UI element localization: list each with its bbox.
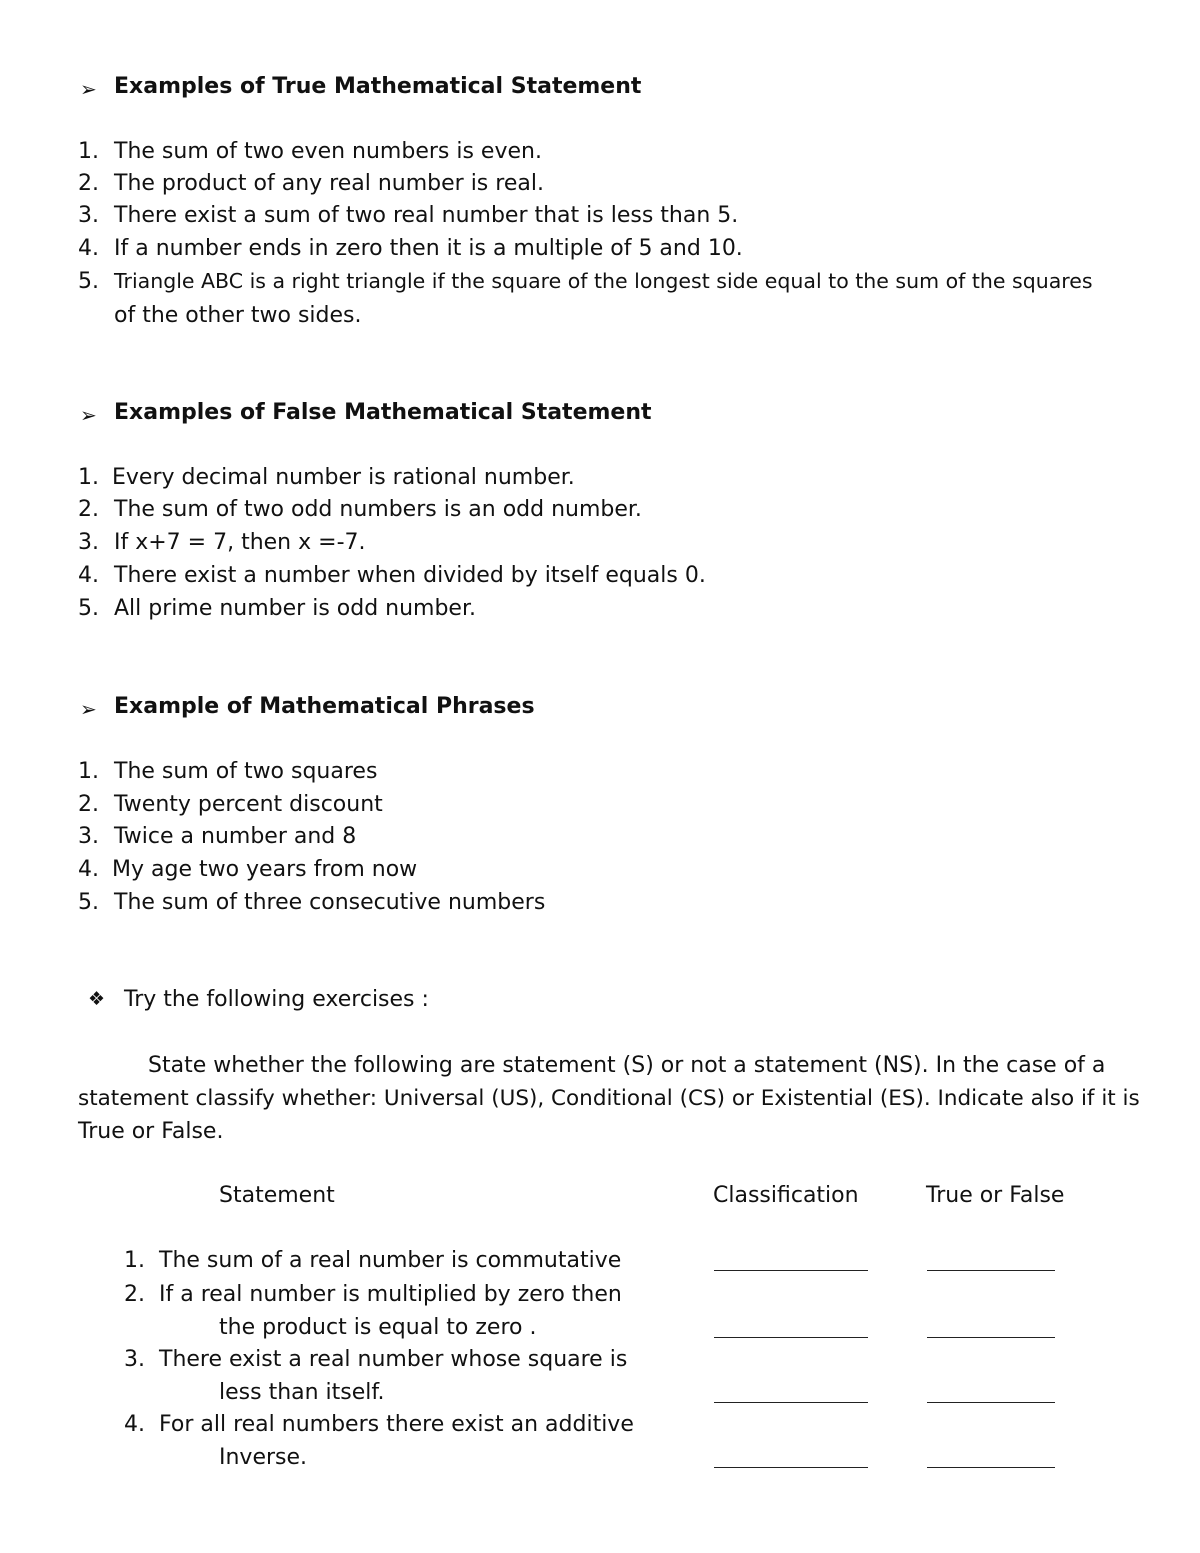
list-number: 4. — [78, 563, 99, 588]
list-number: 1. — [78, 139, 99, 164]
list-number: 4. — [78, 236, 99, 261]
exercise-number: 1. — [124, 1248, 145, 1273]
truth-blank[interactable] — [927, 1270, 1055, 1271]
list-number: 5. — [78, 269, 99, 294]
exercise-statement-continuation: the product is equal to zero . — [219, 1315, 537, 1340]
column-header-truth: True or False — [926, 1183, 1065, 1208]
list-item: Triangle ABC is a right triangle if the square of the longest side equal to the sum of the squares — [114, 269, 1093, 293]
list-item: Twice a number and 8 — [114, 824, 357, 849]
exercise-statement: For all real numbers there exist an additive — [159, 1412, 634, 1437]
list-item: My age two years from now — [112, 857, 418, 882]
arrow-bullet-icon: ➢ — [80, 697, 97, 721]
list-item: There exist a number when divided by itself equals 0. — [114, 563, 706, 588]
arrow-bullet-icon: ➢ — [80, 77, 97, 101]
list-number: 2. — [78, 792, 99, 817]
exercise-statement: There exist a real number whose square is — [159, 1347, 628, 1372]
list-number: 5. — [78, 596, 99, 621]
section-heading-false: Examples of False Mathematical Statement — [114, 400, 652, 425]
truth-blank[interactable] — [927, 1402, 1055, 1403]
column-header-statement: Statement — [219, 1183, 335, 1208]
list-number: 3. — [78, 824, 99, 849]
list-number: 1. — [78, 759, 99, 784]
exercise-statement: If a real number is multiplied by zero then — [159, 1282, 622, 1307]
list-item: There exist a sum of two real number that is less than 5. — [114, 203, 739, 228]
list-item: The sum of two even numbers is even. — [114, 139, 542, 164]
section-heading-true: Examples of True Mathematical Statement — [114, 74, 642, 99]
list-item: Every decimal number is rational number. — [112, 465, 575, 490]
classification-blank[interactable] — [714, 1337, 868, 1338]
list-item: If x+7 = 7, then x =-7. — [114, 530, 366, 555]
list-item: The product of any real number is real. — [114, 171, 544, 196]
classification-blank[interactable] — [714, 1467, 868, 1468]
classification-blank[interactable] — [714, 1402, 868, 1403]
list-item: The sum of three consecutive numbers — [114, 890, 546, 915]
list-item-continuation: of the other two sides. — [114, 303, 362, 328]
list-item: Twenty percent discount — [114, 792, 383, 817]
list-item: The sum of two squares — [114, 759, 378, 784]
exercise-title: Try the following exercises : — [124, 987, 429, 1012]
list-item: The sum of two odd numbers is an odd number. — [114, 497, 642, 522]
list-number: 5. — [78, 890, 99, 915]
list-number: 2. — [78, 497, 99, 522]
list-item: If a number ends in zero then it is a multiple of 5 and 10. — [114, 236, 743, 261]
exercise-number: 2. — [124, 1282, 145, 1307]
exercise-statement: The sum of a real number is commutative — [159, 1248, 622, 1273]
list-number: 2. — [78, 171, 99, 196]
column-header-classification: Classification — [713, 1183, 859, 1208]
exercise-number: 3. — [124, 1347, 145, 1372]
exercise-number: 4. — [124, 1412, 145, 1437]
list-number: 3. — [78, 203, 99, 228]
instructions-line-3: True or False. — [78, 1119, 224, 1144]
list-number: 4. — [78, 857, 99, 882]
section-heading-phrases: Example of Mathematical Phrases — [114, 694, 535, 719]
truth-blank[interactable] — [927, 1467, 1055, 1468]
arrow-bullet-icon: ➢ — [80, 403, 97, 427]
instructions-line-2: statement classify whether: Universal (US), Conditional (CS) or Existential (ES). Indicate also if it is — [78, 1086, 1140, 1111]
exercise-statement-continuation: Inverse. — [219, 1445, 308, 1470]
list-number: 3. — [78, 530, 99, 555]
classification-blank[interactable] — [714, 1270, 868, 1271]
instructions-line-1: State whether the following are statement (S) or not a statement (NS). In the case of a — [148, 1053, 1106, 1078]
truth-blank[interactable] — [927, 1337, 1055, 1338]
exercise-statement-continuation: less than itself. — [219, 1380, 385, 1405]
list-number: 1. — [78, 465, 99, 490]
list-item: All prime number is odd number. — [114, 596, 476, 621]
diamond-bullet-icon: ❖ — [88, 988, 106, 1010]
